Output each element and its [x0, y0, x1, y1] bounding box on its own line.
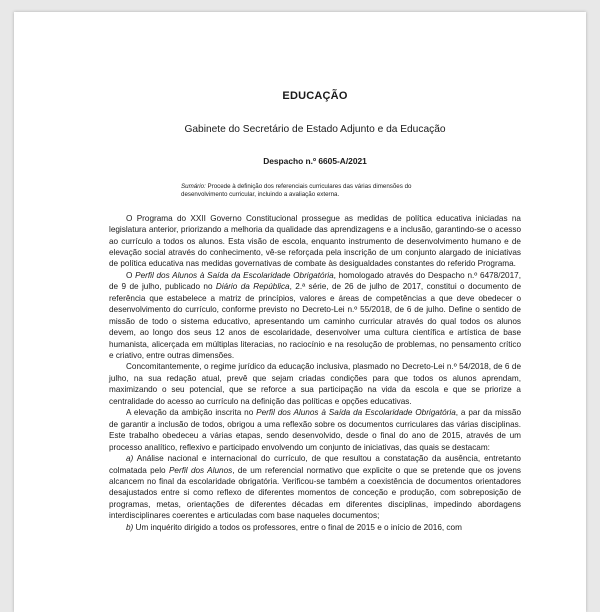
paragraph-4-text-end: , a par da missão de garantir a inclusão de todos, obrigou a uma reflexão sobre os documentos curriculares das várias disciplinas. Este trabalho obedeceu a várias etapas, sendo desenvolvido, desde o final do ano de 2015, através de um processo analítico, reflexivo e participado envolvendo um conjunto de iniciativas, das quais se destacam:	[109, 408, 521, 452]
list-item-a-text-end: , de um referencial normativo que explicite o que se pretende que os jovens alcancem no final da escolaridade obrigatória. Verificou-se também a coexistência de documentos orientadores desajustados entre si como reflexo de diferentes momentos de conceção e produção, com sobreposição de programas, metas, orientações de diferentes décadas em diferentes disciplinas, impedindo abordagens interdisciplinares coerentes e articuladas com base naqueles documentos;	[109, 465, 522, 521]
list-item-b-text: Um inquérito dirigido a todos os professores, entre o final de 2015 e o início de 2016, com	[133, 522, 462, 532]
paragraph-2-text: O	[126, 270, 136, 280]
paragraph-4-text: A elevação da ambição inscrita no	[126, 408, 257, 418]
list-item-a	[109, 453, 521, 522]
paragraph-1: O Programa do XXII Governo Constitucional prossegue as medidas de política educativa iniciadas na legislatura anterior, priorizando a melhoria da qualidade das aprendizagens e a inclusão, garantindo-se o acesso ao currículo a todos os alunos. Esta visão de escola, enquanto instrumento de desenvolvimento humano e de elevação social através do conhecimento, vê-se reforçada pela inscrição de um conjunto alargado de iniciativas de política educativa nas medidas governativas de combate às desigualdades constantes do referido Programa.	[109, 213, 521, 269]
section-title: EDUCAÇÃO	[282, 90, 348, 102]
list-item-a-text: Análise nacional e internacional do currículo, de que resultou a constatação da ausência, entretanto colmatada pelo	[109, 454, 521, 475]
list-item-a-label: a)	[126, 454, 134, 464]
summary	[181, 183, 447, 200]
list-item-b	[109, 522, 521, 533]
summary-label: Sumário:	[181, 183, 206, 190]
paragraph-2-text-mid: , homologado através do Despacho n.º 6478/2017, de 9 de julho, publicado no	[109, 270, 521, 292]
paragraph-2-text-end: , 2.ª série, de 26 de julho de 2017, constitui o documento de referência que estabelece a matriz de princípios, valores e áreas de competências a que deve obedecer o desenvolvimento do currículo, conforme previsto no Decreto-Lei n.º 55/2018, de 6 de julho. Define o sentido de missão de todo o sistema educativo, apresentando um caminho curricular através do qual todos os alunos devem, ao longo dos seus 12 anos de escolaridade, desenvolver uma cultura científica e artística de base humanista, alicerçada em múltiplas literacias, no raciocínio e na resolução de problemas, no pensamento crítico e criativo, entre outras dimensões.	[109, 282, 522, 361]
paragraph-2-italic-journal: Diário da República	[215, 282, 290, 292]
paragraph-3: Concomitantemente, o regime jurídico da educação inclusiva, plasmado no Decreto-Lei n.º 54/2018, de 6 de julho, na sua redação atual, prevê que sejam criadas condições para que todos os alunos aprendam, maximizando o seu potencial, que se reforce a sua participação na vida da escola e que se priorize a centralidade do acesso ao currículo na definição das políticas e opções educativas.	[109, 362, 521, 406]
dispatch-number: Despacho n.º 6605-A/2021	[263, 156, 367, 166]
office-title: Gabinete do Secretário de Estado Adjunto e da Educação	[184, 124, 446, 135]
document-content	[109, 90, 521, 533]
paragraph-2	[109, 270, 521, 362]
paragraph-4	[109, 407, 521, 453]
paragraph-4-italic-profile: Perfil dos Alunos à Saída da Escolaridade Obrigatória	[256, 408, 456, 418]
list-item-a-italic: Perfil dos Alunos	[168, 465, 233, 475]
document-page	[14, 12, 586, 612]
paragraph-2-italic-profile: Perfil dos Alunos à Saída da Escolaridade Obrigatória	[135, 270, 334, 280]
summary-text: Procede à definição dos referenciais curriculares das várias dimensões do desenvolvimento curricular, incluindo a avaliação externa.	[181, 183, 412, 199]
list-item-b-label: b)	[126, 522, 134, 532]
